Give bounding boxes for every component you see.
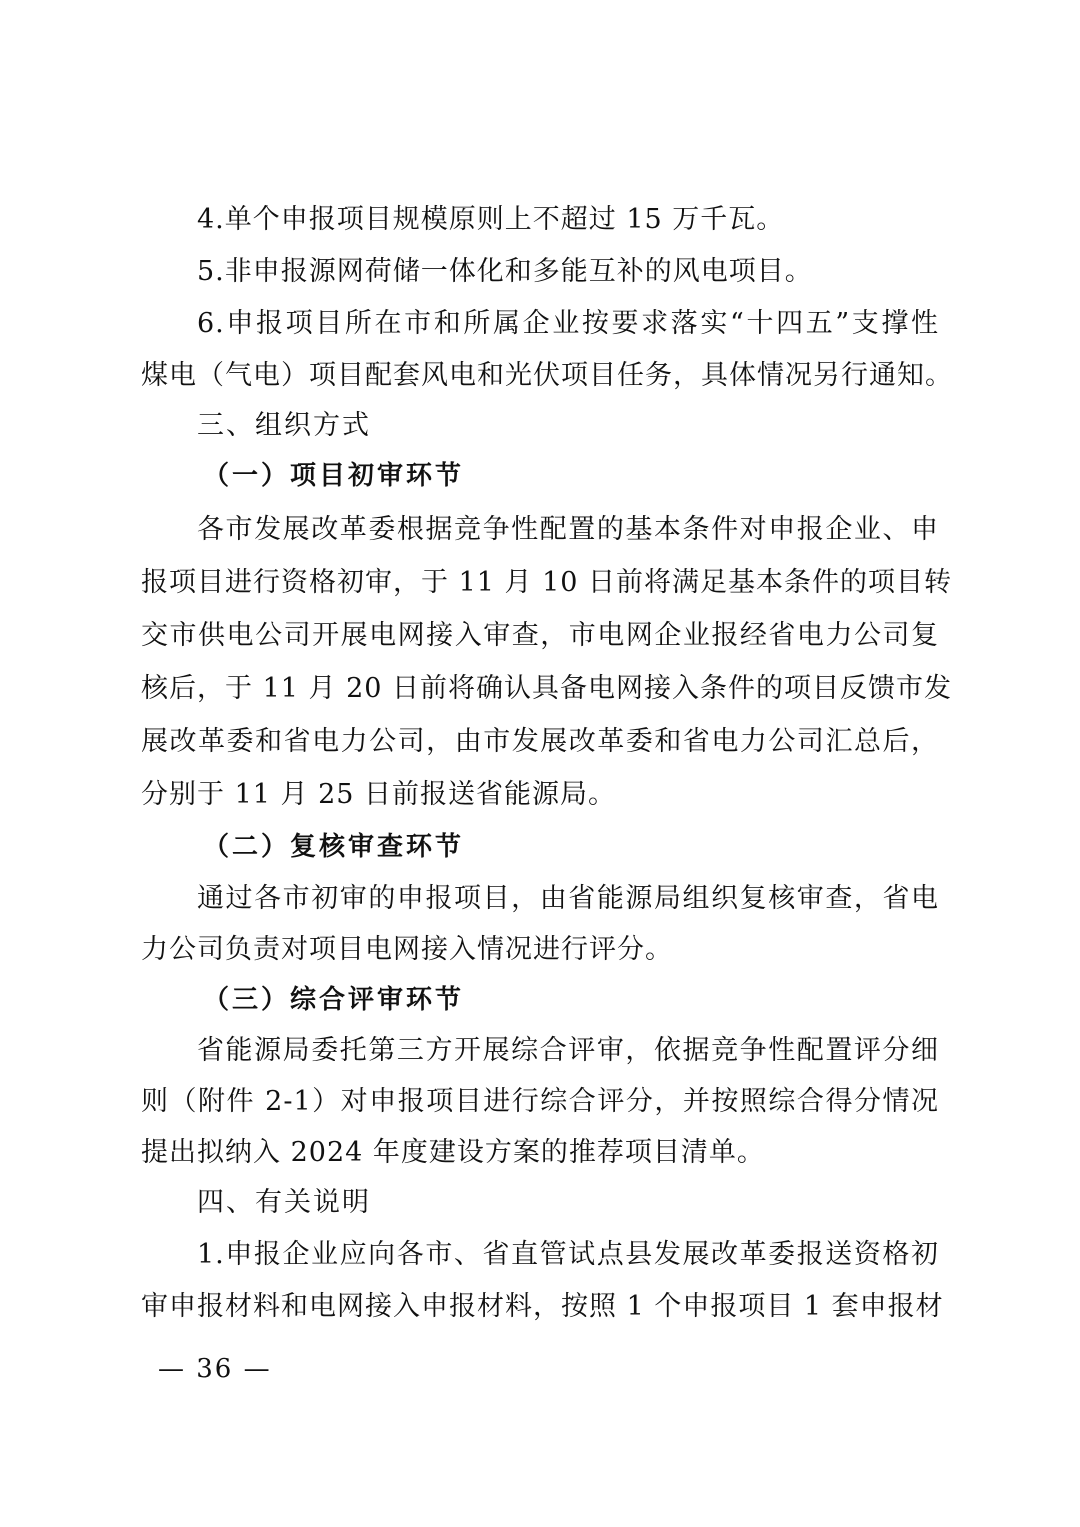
paragraph-3-line-2: 则（附件 2-1）对申报项目进行综合评分，并按照综合得分情况 [141,1086,939,1117]
item-4-line: 4.单个申报项目规模原则上不超过 15 万千瓦。 [197,204,785,235]
section-heading-3: 三、组织方式 [197,410,371,441]
paragraph-2-line-2: 力公司负责对项目电网接入情况进行评分。 [141,934,673,965]
paragraph-3-line-1: 省能源局委托第三方开展综合评审，依据竞争性配置评分细 [197,1035,939,1066]
paragraph-1-line-4: 核后，于 11 月 20 日前将确认具备电网接入条件的项目反馈市发 [141,673,953,704]
subheading-comprehensive-review: （三）综合评审环节 [203,985,465,1015]
paragraph-3-line-3: 提出拟纳入 2024 年度建设方案的推荐项目清单。 [141,1137,765,1168]
item-5-line: 5.非申报源网荷储一体化和多能互补的风电项目。 [197,256,813,287]
subheading-initial-review: （一）项目初审环节 [203,461,465,491]
paragraph-1-line-1: 各市发展改革委根据竞争性配置的基本条件对申报企业、申 [197,514,939,545]
paragraph-1-line-2: 报项目进行资格初审，于 11 月 10 日前将满足基本条件的项目转 [141,567,953,598]
paragraph-4-line-2: 审申报材料和电网接入申报材料，按照 1 个申报项目 1 套申报材 [141,1291,944,1322]
subheading-recheck-review: （二）复核审查环节 [203,832,465,862]
section-heading-4: 四、有关说明 [197,1187,371,1218]
paragraph-1-line-6: 分别于 11 月 25 日前报送省能源局。 [141,779,617,810]
item-6-line-2: 煤电（气电）项目配套风电和光伏项目任务，具体情况另行通知。 [141,360,953,391]
paragraph-1-line-3: 交市供电公司开展电网接入审查，市电网企业报经省电力公司复 [141,620,939,651]
page-number: — 36 — [158,1354,272,1384]
paragraph-1-line-5: 展改革委和省电力公司，由市发展改革委和省电力公司汇总后， [141,726,939,757]
paragraph-2-line-1: 通过各市初审的申报项目，由省能源局组织复核审查，省电 [197,883,939,914]
paragraph-4-line-1: 1.申报企业应向各市、省直管试点县发展改革委报送资格初 [197,1239,939,1270]
item-6-line-1: 6.申报项目所在市和所属企业按要求落实“十四五”支撑性 [197,308,939,339]
